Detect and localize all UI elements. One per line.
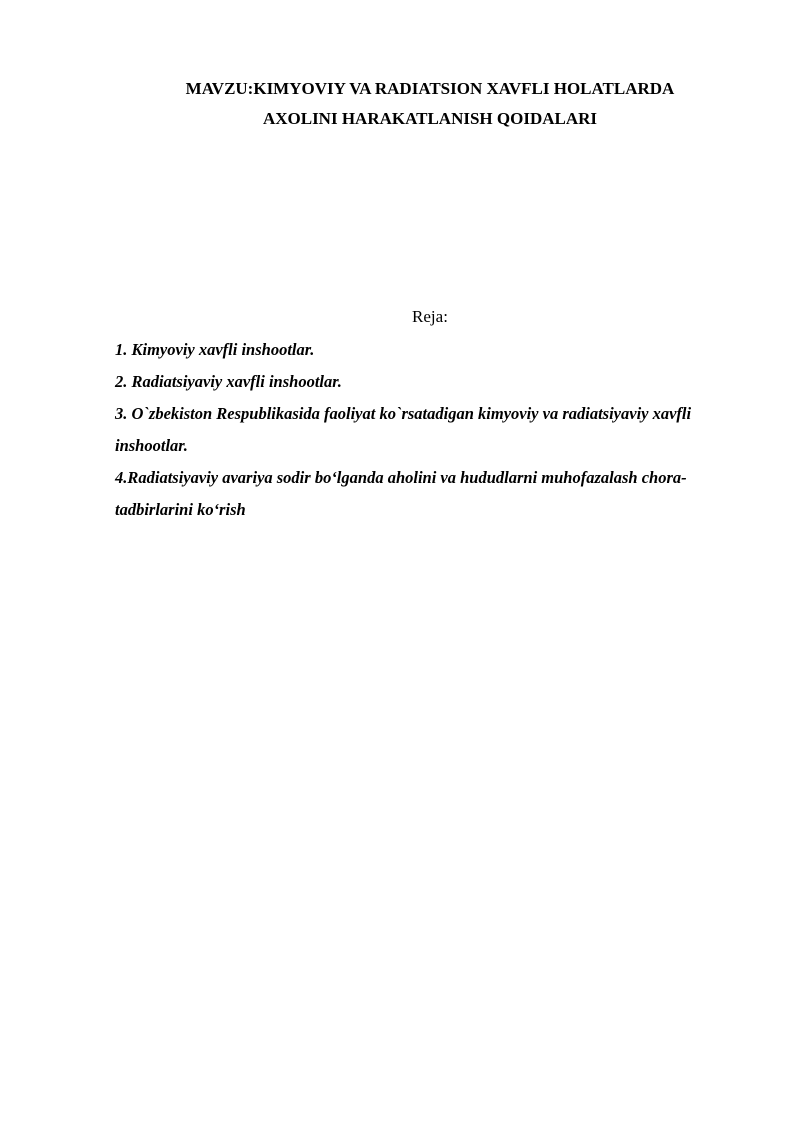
plan-list	[115, 334, 745, 526]
plan-heading: Reja:	[412, 307, 448, 326]
title-line-1: MAVZU:KIMYOVIY VA RADIATSION XAVFLI HOLATLARDA	[185, 79, 675, 98]
plan-item-3: 3. O`zbekiston Respublikasida faoliyat ko`rsatadigan kimyoviy va radiatsiyaviy xavfli inshootlar.	[115, 404, 692, 455]
title-line-2: AXOLINI HARAKATLANISH QOIDALARI	[262, 109, 598, 128]
plan-item-2: 2. Radiatsiyaviy xavfli inshootlar.	[115, 372, 342, 391]
document-title	[110, 74, 750, 134]
plan-item-4: 4.Radiatsiyaviy avariya sodir bo‘lganda aholini va hududlarni muhofazalash chora-tadbirlarini ko‘rish	[115, 468, 687, 519]
plan-item-1: 1. Kimyoviy xavfli inshootlar.	[115, 340, 315, 359]
